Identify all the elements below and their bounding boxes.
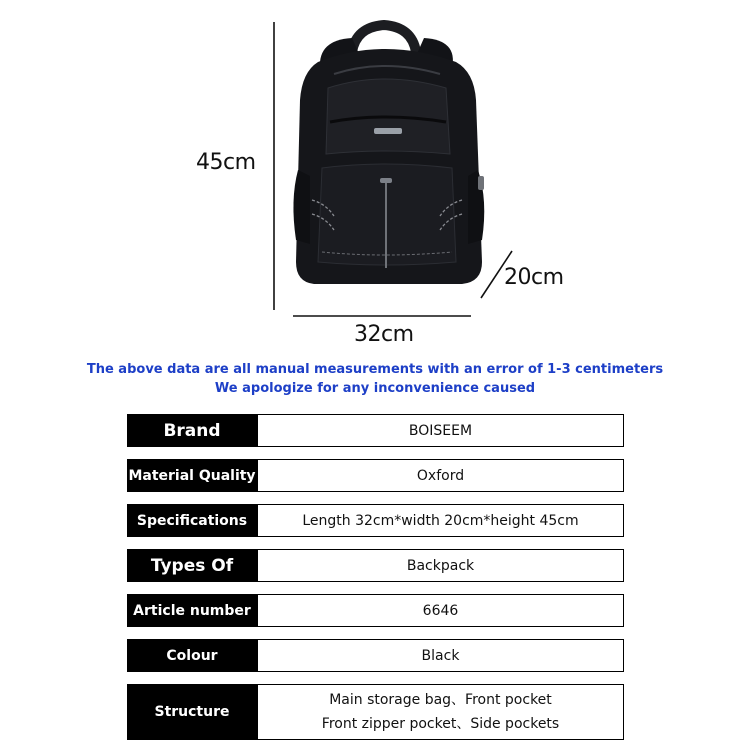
spec-label: Structure bbox=[127, 684, 257, 740]
brand-logo-plate bbox=[374, 128, 402, 134]
spec-row-type bbox=[127, 549, 624, 582]
spec-row-structure bbox=[127, 684, 624, 740]
spec-value bbox=[257, 459, 624, 492]
spec-row-article-number bbox=[127, 594, 624, 627]
spec-value bbox=[257, 684, 624, 740]
spec-row-specifications bbox=[127, 504, 624, 537]
spec-label: Article number bbox=[127, 594, 257, 627]
spec-label: Specifications bbox=[127, 504, 257, 537]
spec-value bbox=[257, 504, 624, 537]
height-label: 45cm bbox=[196, 150, 256, 175]
spec-value-line: Oxford bbox=[416, 467, 465, 484]
spec-label: Types Of bbox=[127, 549, 257, 582]
spec-label: Material Quality bbox=[127, 459, 257, 492]
spec-value bbox=[257, 639, 624, 672]
backpack-image bbox=[293, 25, 484, 284]
spec-value-line: Length 32cm*width 20cm*height 45cm bbox=[302, 512, 579, 529]
backpack-illustration bbox=[0, 0, 750, 350]
spec-label: Brand bbox=[127, 414, 257, 447]
spec-row-colour bbox=[127, 639, 624, 672]
measurement-notice: The above data are all manual measurements with an error of 1-3 centimeters bbox=[86, 362, 664, 377]
width-label: 32cm bbox=[354, 322, 414, 347]
spec-value bbox=[257, 594, 624, 627]
spec-value-line: BOISEEM bbox=[408, 422, 473, 439]
spec-row-brand bbox=[127, 414, 624, 447]
spec-label: Colour bbox=[127, 639, 257, 672]
spec-value bbox=[257, 549, 624, 582]
spec-value bbox=[257, 414, 624, 447]
apology-notice: We apologize for any inconvenience caused bbox=[214, 381, 536, 396]
depth-label: 20cm bbox=[504, 265, 564, 290]
spec-row-material bbox=[127, 459, 624, 492]
spec-value-line: 6646 bbox=[422, 602, 459, 619]
spec-value-line: Black bbox=[421, 647, 460, 664]
spec-value-line: Front zipper pocket、Side pockets bbox=[321, 716, 560, 732]
spec-value-line: Backpack bbox=[406, 557, 475, 574]
spec-value-line: Main storage bag、Front pocket bbox=[329, 692, 552, 708]
